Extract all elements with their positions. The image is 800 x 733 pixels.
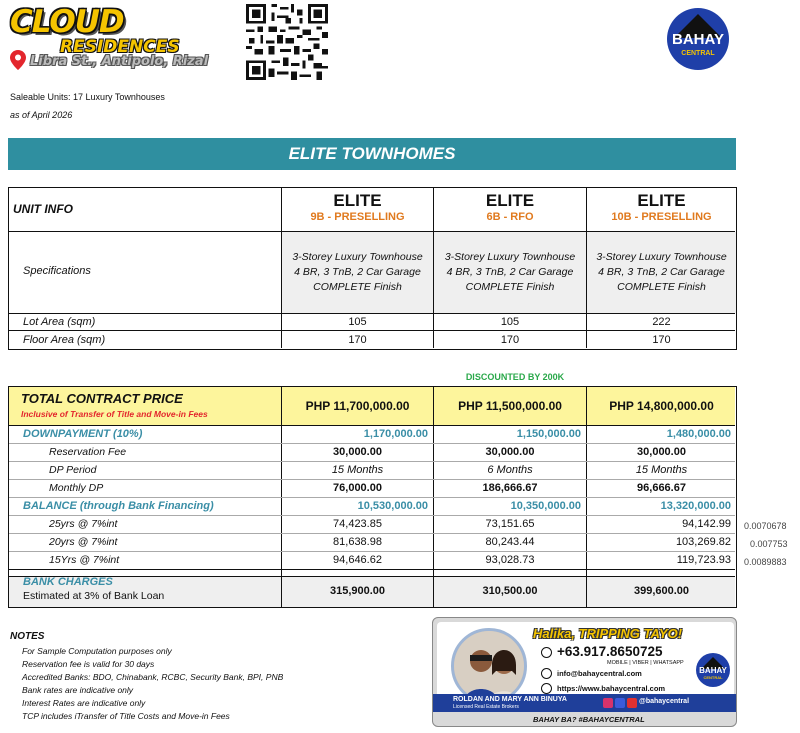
saleable-units-text: Saleable Units: 17 Luxury Townhouses: [10, 92, 165, 102]
email-icon: [541, 668, 552, 679]
bank-charges-value: 315,900.00: [329, 585, 386, 597]
monthly-dp-value: 76,000.00: [333, 482, 382, 494]
social-handle[interactable]: @bahaycentral: [639, 698, 690, 705]
lot-area-value: 105: [348, 316, 367, 328]
spec-line: 3-Storey Luxury Townhouse: [292, 251, 423, 263]
bank-charges-label: BANK CHARGES: [23, 576, 113, 588]
tcp-label: TOTAL CONTRACT PRICE: [21, 391, 183, 406]
balance-value: 13,320,000.00: [660, 500, 731, 512]
as-of-date-text: as of April 2026: [10, 110, 73, 120]
downpayment-value: 1,150,000.00: [516, 428, 581, 440]
note-item: Accredited Banks: BDO, Chinabank, RCBC, Security Bank, BPI, PNB: [22, 672, 284, 682]
reservation-fee-value: 30,000.00: [637, 446, 686, 458]
floor-area-value: 170: [500, 334, 520, 346]
agent-contact-card: [432, 617, 737, 727]
project-address: Libra St., Antipolo, Rizal: [30, 54, 209, 69]
unit-info-label: UNIT INFO: [13, 202, 73, 216]
unit-header-3: [587, 191, 736, 223]
downpayment-label: DOWNPAYMENT (10%): [23, 428, 143, 440]
dp-period-value: 15 Months: [635, 464, 688, 476]
bank-charges-value: 399,600.00: [633, 585, 690, 597]
bahay-central-logo-icon: [662, 8, 734, 70]
qr-code-icon[interactable]: [246, 4, 328, 80]
downpayment-value: 1,170,000.00: [363, 428, 428, 440]
dp-period-value: 15 Months: [331, 464, 384, 476]
agent-card-body: [437, 622, 734, 704]
floor-area-value: 170: [652, 334, 671, 346]
unit-name: ELITE: [637, 191, 686, 210]
mini-logo-text-bahay: BAHAY: [699, 666, 727, 675]
agent-names: ROLDAN AND MARY ANN BINUYA: [453, 696, 567, 703]
lot-area-value: 222: [652, 316, 671, 328]
term-25yrs-value: 74,423.85: [333, 518, 382, 530]
spec-line: COMPLETE Finish: [617, 281, 706, 293]
spec-line: COMPLETE Finish: [465, 281, 555, 293]
term-20yrs-value: 81,638.98: [333, 536, 382, 548]
location-pin-icon: [10, 50, 26, 70]
unit-header-1: [282, 191, 433, 223]
spec-line: 4 BR, 3 TnB, 2 Car Garage: [294, 266, 421, 278]
reservation-fee-label: Reservation Fee: [49, 446, 127, 458]
bahay-central-mini-logo-icon: [695, 652, 731, 688]
tcp-value: PHP 11,700,000.00: [305, 399, 410, 413]
term-20yrs-label: 20yrs @ 7%int: [49, 536, 118, 548]
tcp-sublabel: Inclusive of Transfer of Title and Move-in Fees: [21, 409, 208, 419]
unit-header-2: [434, 191, 586, 223]
term-20yrs-value: 80,243.44: [485, 536, 535, 548]
rate-factor-15yrs: 0.0089883: [744, 557, 787, 567]
monthly-dp-label: Monthly DP: [49, 482, 104, 494]
note-item: Reservation fee is valid for 30 days: [22, 659, 155, 669]
spec-line: 4 BR, 3 TnB, 2 Car Garage: [598, 266, 725, 278]
term-20yrs-value: 103,269.82: [675, 536, 731, 548]
note-item: For Sample Computation purposes only: [22, 646, 172, 656]
balance-label: BALANCE (through Bank Financing): [23, 500, 214, 512]
dp-period-value: 6 Months: [487, 464, 533, 476]
social-media-icons[interactable]: [603, 698, 637, 708]
agent-name-bar: [433, 694, 737, 712]
phone-icon: [541, 647, 552, 658]
monthly-dp-value: 186,666.67: [482, 482, 538, 494]
term-25yrs-value: 94,142.99: [682, 518, 731, 530]
agent-tagline: Halika, TRIPPING TAYO!: [533, 626, 683, 641]
mini-logo-text-central: CENTRAL: [703, 675, 723, 680]
agent-website[interactable]: https://www.bahaycentral.com: [557, 684, 666, 693]
reservation-fee-value: 30,000.00: [333, 446, 382, 458]
monthly-dp-value: 96,666.67: [637, 482, 686, 494]
lot-area-value: 105: [500, 316, 520, 328]
unit-subtitle: 9B - PRESELLING: [310, 211, 405, 223]
term-15yrs-value: 94,646.62: [333, 554, 382, 566]
balance-value: 10,350,000.00: [510, 500, 581, 512]
unit-subtitle: 10B - PRESELLING: [611, 211, 712, 223]
rate-factor-20yrs: 0.007753: [750, 539, 788, 549]
notes-heading: NOTES: [10, 631, 45, 642]
spec-line: 4 BR, 3 TnB, 2 Car Garage: [446, 266, 574, 278]
agent-hashtag: BAHAY BA? #BAHAYCENTRAL: [533, 715, 645, 724]
unit-spec-2: [434, 250, 586, 295]
term-15yrs-value: 119,723.93: [676, 554, 731, 566]
balance-value: 10,530,000.00: [357, 500, 428, 512]
unit-name: ELITE: [333, 191, 382, 210]
unit-name: ELITE: [485, 191, 535, 210]
term-15yrs-value: 93,028.73: [485, 554, 535, 566]
globe-icon: [541, 683, 552, 694]
unit-info-table: [8, 187, 737, 350]
agent-phone-channels: MOBILE | VIBER | WHATSAPP: [607, 660, 684, 666]
tcp-value: PHP 11,500,000.00: [458, 399, 562, 413]
bank-charges-value: 310,500.00: [482, 585, 538, 597]
specifications-label: Specifications: [23, 265, 91, 277]
floor-area-label: Floor Area (sqm): [23, 334, 106, 346]
term-15yrs-label: 15Yrs @ 7%int: [49, 554, 120, 566]
term-25yrs-label: 25yrs @ 7%int: [49, 518, 118, 530]
unit-spec-1: [282, 250, 433, 295]
downpayment-value: 1,480,000.00: [666, 428, 731, 440]
price-computation-table: [8, 386, 737, 608]
logo-text-bahay: BAHAY: [672, 31, 724, 48]
tcp-value: PHP 14,800,000.00: [609, 399, 714, 413]
unit-subtitle: 6B - RFO: [486, 211, 534, 223]
agent-phone[interactable]: +63.917.8650725: [557, 644, 663, 659]
section-banner: ELITE TOWNHOMES: [8, 138, 736, 170]
unit-spec-3: [587, 250, 736, 295]
logo-text-central: CENTRAL: [681, 50, 715, 57]
floor-area-value: 170: [348, 334, 367, 346]
dp-period-label: DP Period: [49, 464, 97, 476]
reservation-fee-value: 30,000.00: [485, 446, 535, 458]
spec-line: 3-Storey Luxury Townhouse: [596, 251, 727, 263]
spec-line: COMPLETE Finish: [313, 281, 402, 293]
discount-note: DISCOUNTED BY 200K: [465, 372, 565, 382]
agent-email[interactable]: info@bahaycentral.com: [557, 669, 642, 678]
rate-factor-25yrs: 0.0070678: [744, 521, 787, 531]
brand-logo-cloud: CLOUD: [10, 4, 124, 40]
lot-area-label: Lot Area (sqm): [23, 316, 96, 328]
brand-logo-residences: RESIDENCES: [60, 37, 180, 57]
agent-title: Licensed Real Estate Brokers: [453, 704, 519, 710]
note-item: Bank rates are indicative only: [22, 685, 134, 695]
note-item: Interest Rates are indicative only: [22, 698, 146, 708]
term-25yrs-value: 73,151.65: [485, 518, 535, 530]
note-item: TCP includes iTransfer of Title Costs and Move-in Fees: [22, 711, 230, 721]
spec-line: 3-Storey Luxury Townhouse: [444, 251, 576, 263]
bank-charges-sublabel: Estimated at 3% of Bank Loan: [23, 590, 165, 602]
agent-photo-avatar: [451, 628, 527, 704]
